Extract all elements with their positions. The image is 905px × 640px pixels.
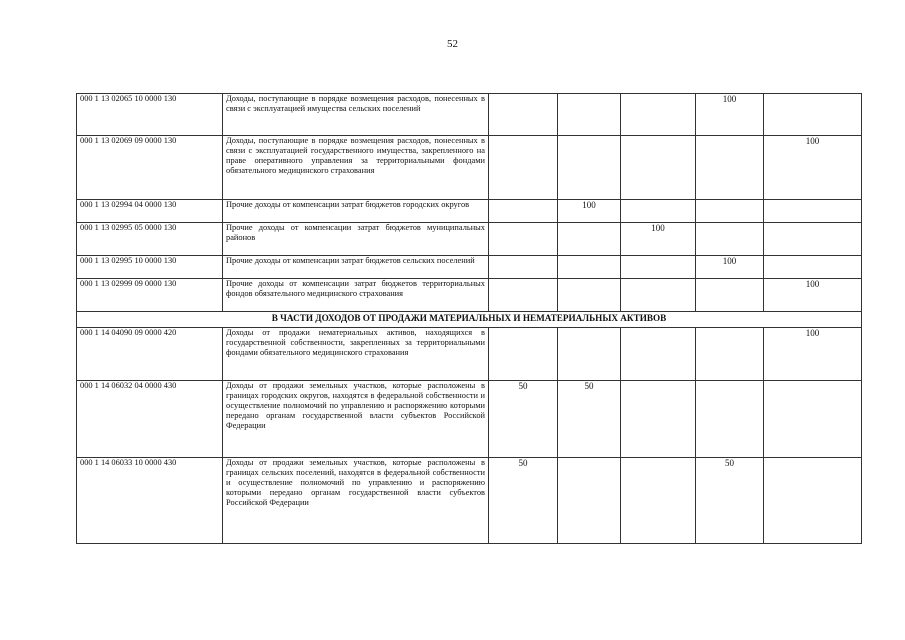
section-header-row bbox=[77, 312, 862, 328]
percentage-cell: 100 bbox=[696, 256, 764, 279]
percentage-cell bbox=[489, 223, 558, 256]
percentage-cell bbox=[489, 256, 558, 279]
revenue-description: Прочие доходы от компенсации затрат бюджетов сельских поселений bbox=[223, 256, 489, 279]
percentage-cell bbox=[696, 328, 764, 381]
percentage-cell bbox=[489, 200, 558, 223]
table-row bbox=[77, 94, 862, 136]
section-title: В ЧАСТИ ДОХОДОВ ОТ ПРОДАЖИ МАТЕРИАЛЬНЫХ И НЕМАТЕРИАЛЬНЫХ АКТИВОВ bbox=[77, 312, 862, 328]
revenue-description: Доходы от продажи нематериальных активов, находящихся в государственной собственности, закрепленных за территориальными фондами обязательного медицинского страхования bbox=[223, 328, 489, 381]
budget-classification-code: 000 1 14 06032 04 0000 430 bbox=[77, 381, 223, 458]
page-number: 52 bbox=[447, 38, 458, 50]
percentage-cell bbox=[621, 279, 696, 312]
percentage-cell: 100 bbox=[764, 279, 862, 312]
revenue-description: Прочие доходы от компенсации затрат бюджетов территориальных фондов обязательного медицинского страхования bbox=[223, 279, 489, 312]
table-row bbox=[77, 200, 862, 223]
percentage-cell bbox=[558, 223, 621, 256]
revenue-description: Прочие доходы от компенсации затрат бюджетов городских округов bbox=[223, 200, 489, 223]
table-row bbox=[77, 223, 862, 256]
percentage-cell: 50 bbox=[558, 381, 621, 458]
percentage-cell bbox=[489, 94, 558, 136]
percentage-cell: 100 bbox=[764, 136, 862, 200]
percentage-cell bbox=[489, 279, 558, 312]
budget-classification-code: 000 1 13 02995 05 0000 130 bbox=[77, 223, 223, 256]
percentage-cell bbox=[621, 256, 696, 279]
table-row bbox=[77, 328, 862, 381]
percentage-cell: 100 bbox=[764, 328, 862, 381]
revenue-description: Доходы, поступающие в порядке возмещения расходов, понесенных в связи с эксплуатацией государственного имущества, закрепленного на праве оперативного управления за территориальными фондами обязательного медицинского страхования bbox=[223, 136, 489, 200]
percentage-cell bbox=[696, 381, 764, 458]
percentage-cell bbox=[489, 136, 558, 200]
table-body bbox=[77, 94, 862, 544]
budget-classification-code: 000 1 14 06033 10 0000 430 bbox=[77, 458, 223, 544]
budget-classification-code: 000 1 13 02065 10 0000 130 bbox=[77, 94, 223, 136]
percentage-cell bbox=[764, 94, 862, 136]
revenue-description: Прочие доходы от компенсации затрат бюджетов муниципальных районов bbox=[223, 223, 489, 256]
percentage-cell bbox=[696, 279, 764, 312]
percentage-cell bbox=[621, 94, 696, 136]
table-row bbox=[77, 381, 862, 458]
percentage-cell: 100 bbox=[696, 94, 764, 136]
budget-classification-code: 000 1 14 04090 09 0000 420 bbox=[77, 328, 223, 381]
percentage-cell: 50 bbox=[696, 458, 764, 544]
percentage-cell bbox=[621, 328, 696, 381]
revenue-description: Доходы, поступающие в порядке возмещения расходов, понесенных в связи с эксплуатацией имущества сельских поселений bbox=[223, 94, 489, 136]
table-row bbox=[77, 279, 862, 312]
percentage-cell bbox=[489, 328, 558, 381]
budget-classification-code: 000 1 13 02995 10 0000 130 bbox=[77, 256, 223, 279]
percentage-cell bbox=[696, 136, 764, 200]
percentage-cell bbox=[558, 279, 621, 312]
table-row bbox=[77, 256, 862, 279]
percentage-cell bbox=[764, 200, 862, 223]
percentage-cell bbox=[558, 94, 621, 136]
table-row bbox=[77, 136, 862, 200]
percentage-cell bbox=[621, 200, 696, 223]
budget-classification-code: 000 1 13 02994 04 0000 130 bbox=[77, 200, 223, 223]
percentage-cell bbox=[558, 256, 621, 279]
percentage-cell bbox=[764, 256, 862, 279]
percentage-cell bbox=[696, 223, 764, 256]
table-row bbox=[77, 458, 862, 544]
revenue-description: Доходы от продажи земельных участков, которые расположены в границах городских округов, находятся в федеральной собственности и осуществление полномочий по управлению и распоряжению которыми передано органам государственной власти субъектов Российской Федерации bbox=[223, 381, 489, 458]
percentage-cell: 100 bbox=[621, 223, 696, 256]
percentage-cell bbox=[764, 381, 862, 458]
percentage-cell: 100 bbox=[558, 200, 621, 223]
budget-classification-code: 000 1 13 02069 09 0000 130 bbox=[77, 136, 223, 200]
percentage-cell bbox=[621, 381, 696, 458]
percentage-cell bbox=[764, 223, 862, 256]
percentage-cell bbox=[696, 200, 764, 223]
percentage-cell bbox=[764, 458, 862, 544]
percentage-cell: 50 bbox=[489, 458, 558, 544]
revenue-description: Доходы от продажи земельных участков, которые расположены в границах сельских поселений, находятся в федеральной собственности и осуществление полномочий по управлению и распоряжению которыми передано органам государственной власти субъектов Российской Федерации bbox=[223, 458, 489, 544]
percentage-cell bbox=[558, 136, 621, 200]
percentage-cell bbox=[621, 458, 696, 544]
revenue-classification-table bbox=[76, 93, 862, 544]
percentage-cell bbox=[558, 458, 621, 544]
percentage-cell bbox=[621, 136, 696, 200]
percentage-cell: 50 bbox=[489, 381, 558, 458]
budget-classification-code: 000 1 13 02999 09 0000 130 bbox=[77, 279, 223, 312]
percentage-cell bbox=[558, 328, 621, 381]
